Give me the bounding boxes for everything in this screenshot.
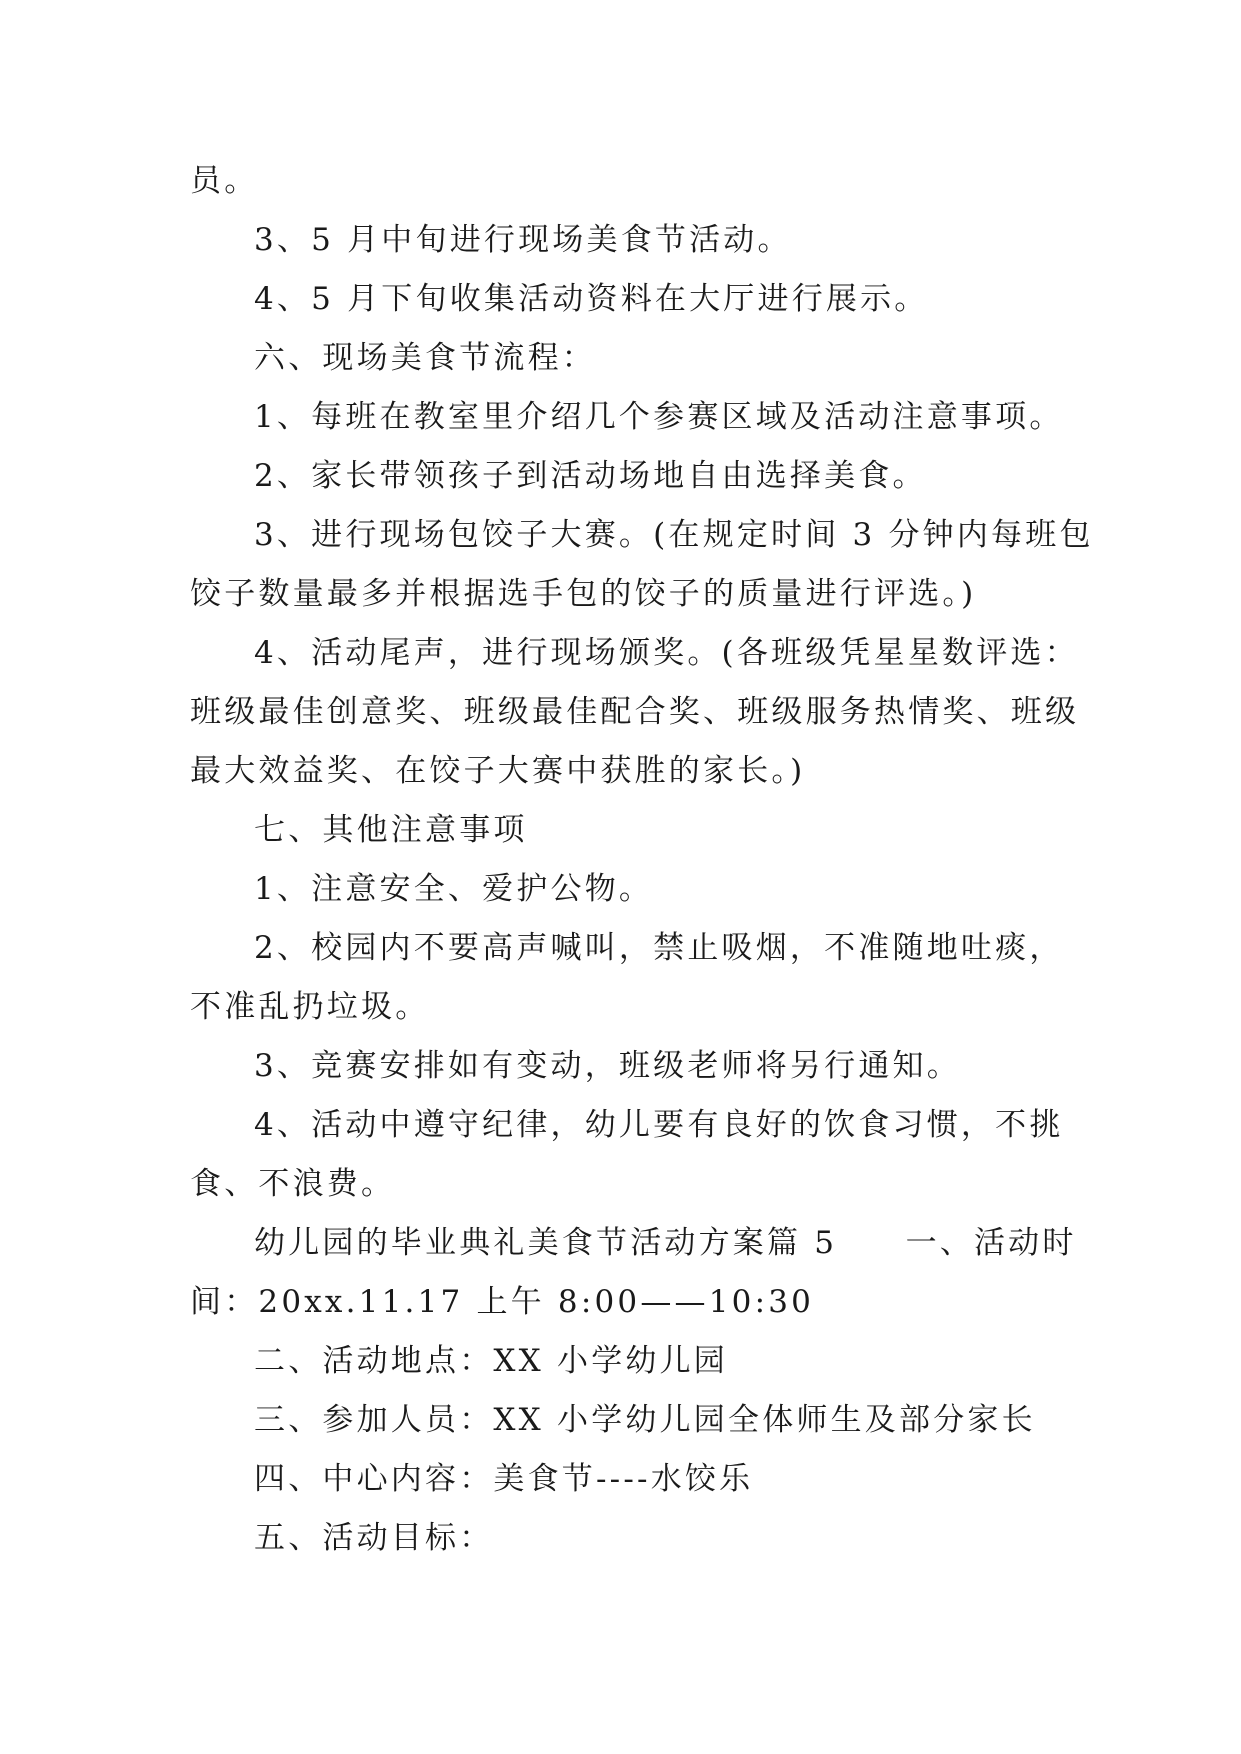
section-heading: 四、中心内容：美食节----水饺乐: [254, 1461, 754, 1497]
section-heading: 幼儿园的毕业典礼美食节活动方案篇 5 一、活动时: [254, 1225, 1077, 1261]
section-heading: 三、参加人员：XX 小学幼儿园全体师生及部分家长: [254, 1402, 1036, 1438]
text-line: 1、每班在教室里介绍几个参赛区域及活动注意事项。: [254, 399, 1064, 435]
section-heading: 五、活动目标：: [254, 1520, 494, 1556]
text-line: 不准乱扔垃圾。: [190, 989, 430, 1025]
text-line: 3、进行现场包饺子大赛。(在规定时间 3 分钟内每班包: [254, 517, 1094, 553]
text-line: 最大效益奖、在饺子大赛中获胜的家长。): [190, 753, 806, 789]
document-body: [190, 152, 1094, 1568]
text-line: 3、竞赛安排如有变动，班级老师将另行通知。: [254, 1048, 961, 1084]
text-line: 4、活动尾声，进行现场颁奖。(各班级凭星星数评选：: [254, 635, 1079, 671]
section-heading: 七、其他注意事项: [254, 812, 528, 848]
section-heading: 六、现场美食节流程：: [254, 340, 596, 376]
section-heading: 二、活动地点：XX 小学幼儿园: [254, 1343, 728, 1379]
text-line: 间：20xx.11.17 上午 8:00——10:30: [190, 1284, 815, 1320]
text-line: 食、不浪费。: [190, 1166, 396, 1202]
text-line: 2、校园内不要高声喊叫，禁止吸烟，不准随地吐痰，: [254, 930, 1064, 966]
text-line: 班级最佳创意奖、班级最佳配合奖、班级服务热情奖、班级: [190, 694, 1080, 730]
text-line: 员。: [190, 163, 259, 199]
text-line: 饺子数量最多并根据选手包的饺子的质量进行评选。): [190, 576, 977, 612]
text-line: 4、活动中遵守纪律，幼儿要有良好的饮食习惯，不挑: [254, 1107, 1064, 1143]
text-line: 2、家长带领孩子到活动场地自由选择美食。: [254, 458, 927, 494]
text-line: 3、5 月中旬进行现场美食节活动。: [254, 222, 792, 258]
text-line: 4、5 月下旬收集活动资料在大厅进行展示。: [254, 281, 929, 317]
text-line: 1、注意安全、爱护公物。: [254, 871, 654, 907]
